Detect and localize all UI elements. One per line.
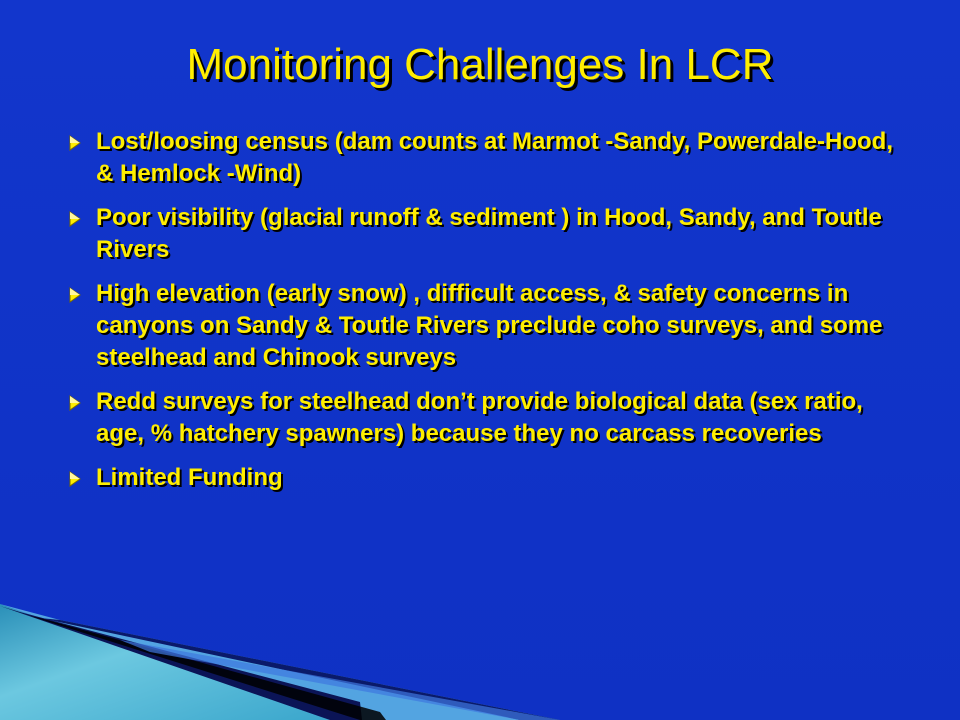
list-item: [64, 462, 904, 494]
bullet-text: Lost/loosing census (dam counts at Marmot -Sandy, Powerdale-Hood, & Hemlock -Wind): [96, 128, 893, 187]
list-item: [64, 278, 904, 374]
arrow-bullet-icon: [68, 395, 82, 411]
slide-title: Monitoring Challenges In LCR: [186, 40, 774, 89]
arrow-bullet-icon: [68, 471, 82, 487]
bullet-text: Redd surveys for steelhead don’t provide biological data (sex ratio, age, % hatchery spawners) because they no carcass recoveries: [96, 388, 863, 447]
bullet-text: Limited Funding: [96, 464, 283, 491]
arrow-bullet-icon: [68, 287, 82, 303]
arrow-bullet-icon: [68, 135, 82, 151]
bullet-list: [64, 126, 904, 506]
bullet-text: High elevation (early snow) , difficult access, & safety concerns in canyons on Sandy & Toutle Rivers preclude coho surveys, and some steelhead and Chinook surveys: [96, 280, 883, 371]
list-item: [64, 126, 904, 190]
list-item: [64, 202, 904, 266]
list-item: [64, 386, 904, 450]
arrow-bullet-icon: [68, 211, 82, 227]
bullet-text: Poor visibility (glacial runoff & sediment ) in Hood, Sandy, and Toutle Rivers: [96, 204, 882, 263]
